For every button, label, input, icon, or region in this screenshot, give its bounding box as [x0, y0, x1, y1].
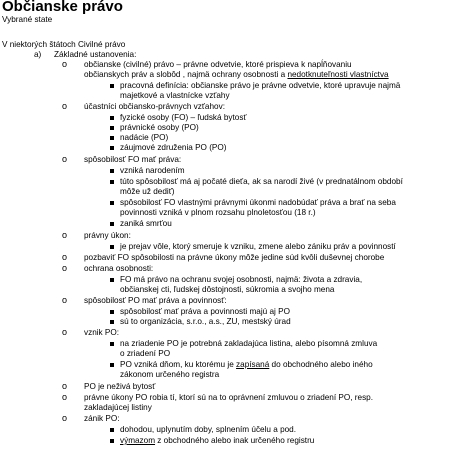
list-item: záujmové združenia PO (PO) [120, 143, 227, 152]
square-bullet [110, 342, 114, 346]
square-bullet [110, 116, 114, 120]
document-subtitle: Vybrané state [2, 15, 53, 24]
list-item: zaniká smrťou [120, 219, 172, 228]
square-bullet [110, 136, 114, 140]
list-item: PO vzniká dňom, ku ktorému je zapísaná do obchodného alebo iného [120, 360, 373, 369]
list-item: FO má právo na ochranu svojej osobnosti, najmä: života a zdravia, [120, 275, 363, 284]
square-bullet [110, 320, 114, 324]
list-item-continuation: môže už dediť) [120, 187, 175, 196]
square-bullet [110, 126, 114, 130]
list-item: vznik PO: [84, 328, 120, 337]
list-item-continuation: o zriadení PO [120, 349, 171, 358]
list-item-continuation: povinnosti vzniká v plnom rozsahu plnoletosťou (18 r.) [120, 208, 316, 217]
square-bullet [110, 201, 114, 205]
circle-bullet: o [62, 392, 68, 402]
circle-bullet: o [62, 59, 68, 69]
list-item: na zriadenie PO je potrebná zakladajúca listina, alebo písomná zmluva [120, 339, 378, 348]
circle-bullet: o [62, 252, 68, 262]
square-bullet [110, 363, 114, 367]
list-item-continuation: zakladajúcej listiny [84, 403, 152, 412]
circle-bullet: o [62, 101, 68, 111]
square-bullet [110, 84, 114, 88]
circle-bullet: o [62, 295, 68, 305]
circle-bullet: o [62, 230, 68, 240]
list-item-continuation: občianskej cti, ľudskej dôstojnosti, súkromia a svojho mena [120, 285, 335, 294]
list-item: túto spôsobilosť má aj počaté dieťa, ak sa narodí živé (v prednatálnom období [120, 177, 403, 186]
circle-bullet: o [62, 327, 68, 337]
list-item: spôsobilosť FO vlastnými právnymi úkonmi nadobúdať práva a brať na seba [120, 198, 396, 207]
square-bullet [110, 310, 114, 314]
list-item: nadácie (PO) [120, 133, 169, 142]
list-item: právny úkon: [84, 231, 131, 240]
list-item: PO je neživá bytosť [84, 382, 156, 391]
circle-bullet: o [62, 263, 68, 273]
list-item: spôsobilosť PO mať práva a povinnosť: [84, 296, 227, 305]
intro-line: V niektorých štátoch Civilné právo [2, 40, 126, 49]
list-item: občianske (civilné) právo – právne odvetvie, ktoré prispieva k napĺňovaniu [84, 60, 352, 69]
square-bullet [110, 428, 114, 432]
circle-bullet: o [62, 413, 68, 423]
list-item: pozbaviť FO spôsobilosti na právne úkony môže jedine súd kvôli duševnej chorobe [84, 253, 385, 262]
list-item: vzniká narodením [120, 166, 185, 175]
list-item-continuation: majetkové a vlastnícke vzťahy [120, 91, 230, 100]
list-item: výmazom z obchodného alebo inak určeného registru [120, 436, 315, 445]
square-bullet [110, 439, 114, 443]
list-item: ochrana osobnosti: [84, 264, 154, 273]
section-marker: a) [34, 50, 42, 59]
list-item: je prejav vôle, ktorý smeruje k vzniku, zmene alebo zániku práv a povinností [120, 242, 396, 251]
square-bullet [110, 180, 114, 184]
list-item: spôsobilosť FO mať práva: [84, 155, 182, 164]
list-item: pracovná definícia: občianske právo je právne odvetvie, ktoré upravuje najmä [120, 81, 401, 90]
list-item: sú to organizácia, s.r.o., a.s., ZU, mestský úrad [120, 317, 291, 326]
list-item: zánik PO: [84, 414, 120, 423]
list-item: účastníci občiansko-právnych vzťahov: [84, 102, 225, 111]
list-item: spôsobilosť mať práva a povinnosti majú aj PO [120, 307, 290, 316]
square-bullet [110, 245, 114, 249]
square-bullet [110, 278, 114, 282]
circle-bullet: o [62, 381, 68, 391]
document-title: Občianske právo [2, 0, 123, 15]
list-item: právnické osoby (PO) [120, 123, 199, 132]
square-bullet [110, 169, 114, 173]
list-item-continuation: občianskych práv a slobôd , najmä ochrany osobnosti a nedotknuteľnosti vlastníctva [84, 70, 389, 79]
section-heading: Základné ustanovenia: [54, 50, 137, 59]
circle-bullet: o [62, 154, 68, 164]
list-item: právne úkony PO robia tí, ktorí sú na to oprávnení zmluvou o zriadení PO, resp. [84, 393, 373, 402]
list-item: dohodou, uplynutím doby, splnením účelu a pod. [120, 425, 296, 434]
list-item: fyzické osoby (FO) – ľudská bytosť [120, 113, 247, 122]
square-bullet [110, 146, 114, 150]
square-bullet [110, 222, 114, 226]
list-item-continuation: zákonom určeného registra [120, 370, 220, 379]
